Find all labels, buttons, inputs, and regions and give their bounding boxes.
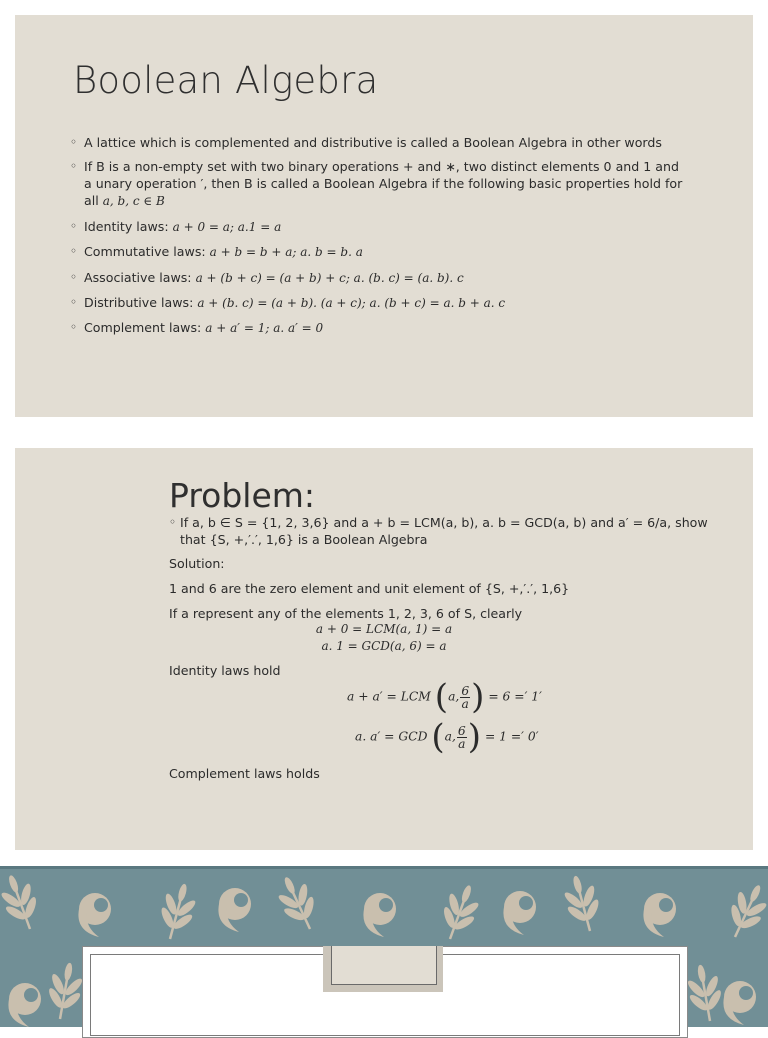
bullet-identity-laws: ◦ Identity laws: a + 0 = a; a.1 = a bbox=[70, 218, 690, 236]
problem-body bbox=[169, 514, 729, 622]
represent-statement: If a represent any of the elements 1, 2, 3, 6 of S, clearly bbox=[169, 606, 523, 621]
bullet-complement-laws: ◦ Complement laws: a + a′ = 1; a. a′ = 0 bbox=[70, 319, 690, 337]
bullet-properties: ◦ If B is a non-empty set with two binary operations + and ∗, two distinct elements 0 and 1 and a unary operation ′, then B is called a Boolean Algebra if the following basic properties hold for all a, b, c ∈ B bbox=[70, 158, 690, 210]
identity-laws-hold: Identity laws hold bbox=[169, 663, 281, 678]
equation-identity-lcm: a + 0 = LCM(a, 1) = a bbox=[315, 622, 453, 636]
fraction: $\frac{6}{a}$ bbox=[457, 723, 466, 751]
bullet-commutative-laws: ◦ Commutative laws: a + b = b + a; a. b = b. a bbox=[70, 243, 690, 261]
bullet-definition: ◦ A lattice which is complemented and distributive is called a Boolean Algebra in other words bbox=[70, 134, 690, 151]
equation-complement-gcd: a. a′ = GCD (a, $\frac{6}{a}$ ) = 1 =′ 0′ bbox=[355, 717, 539, 757]
slide-boolean-algebra bbox=[15, 15, 753, 417]
equation-complement-lcm: a + a′ = LCM (a, $\frac{6}{a}$ ) = 6 =′ 1′ bbox=[347, 677, 542, 717]
equation-identity-gcd: a. 1 = GCD(a, 6) = a bbox=[321, 639, 447, 653]
zero-unit-statement: 1 and 6 are the zero element and unit element of {S, +,′.′, 1,6} bbox=[169, 581, 570, 596]
fraction: $\frac{6}{a}$ bbox=[461, 683, 470, 711]
title-tab-inner bbox=[331, 946, 437, 985]
bullet-associative-laws: ◦ Associative laws: a + (b + c) = (a + b) + c; a. (b. c) = (a. b). c bbox=[70, 269, 690, 287]
bullet-distributive-laws: ◦ Distributive laws: a + (b. c) = (a + b). (a + c); a. (b + c) = a. b + a. c bbox=[70, 294, 690, 312]
slide-title: Problem: bbox=[169, 476, 316, 515]
problem-statement: ◦ If a, b ∈ S = {1, 2, 3,6} and a + b = LCM(a, b), a. b = GCD(a, b) and a′ = 6/a, show that {S, +,′.′, 1,6} is a Boolean Algebra bbox=[169, 514, 729, 548]
slide-problem bbox=[15, 448, 753, 850]
solution-label: Solution: bbox=[169, 556, 225, 571]
bullet-list bbox=[70, 134, 690, 345]
slide-title: Boolean Algebra bbox=[73, 59, 379, 102]
complement-laws-hold: Complement laws holds bbox=[169, 766, 320, 781]
